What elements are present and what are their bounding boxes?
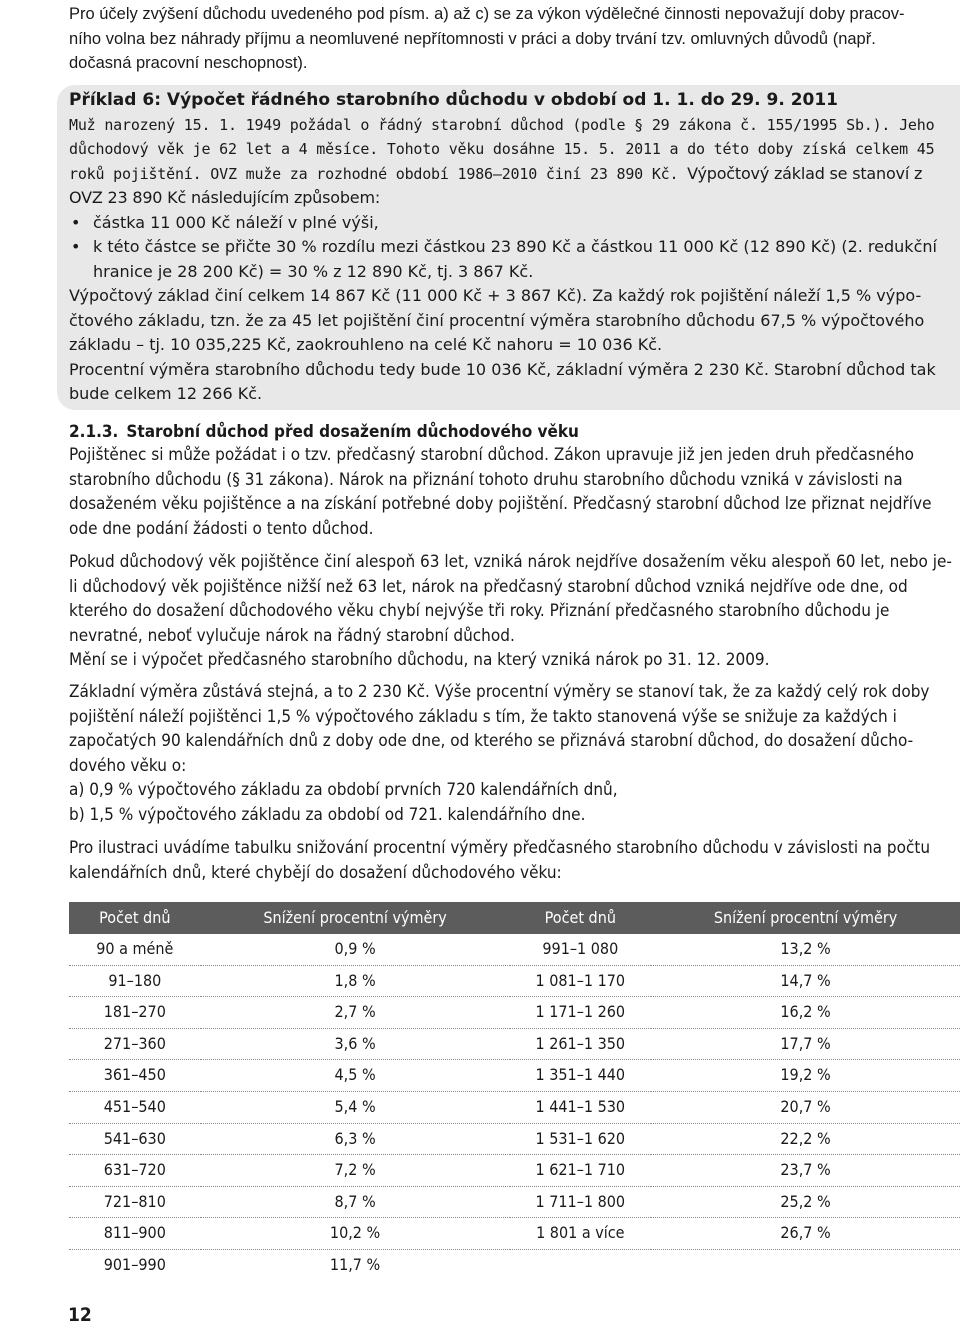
table-row	[69, 1060, 960, 1092]
paragraph-text: Základní výměra zůstává stejná, a to 2 230 Kč. Výše procentní výměry se stanoví tak, že za každý celý rok doby pojištění náleží pojištěnci 1,5 % výpočtového základu s tím, že takto stanovená výše se snižuje za každých i započatých 90 kalendářních dnů z doby ode dne, od kterého se přiznává starobní důchod, do dosažení důcho-dového věku o:	[69, 682, 930, 776]
example-content	[69, 88, 954, 407]
example-text-b: Výpočtový základ se stanoví z OVZ 23 890 Kč následujícím způsobem:	[69, 163, 923, 207]
table-cell: 5,4 %	[201, 1091, 510, 1123]
table-cell: 721–810	[69, 1186, 201, 1218]
table-cell: 1 531–1 620	[510, 1123, 652, 1155]
table-cell: 90 a méně	[69, 934, 201, 965]
example-text-a: Muž narozený 15. 1. 1949 požádal o řádný starobní důchod (podle § 29 zákona č. 155/1995 Sb.). Jeho důchodový věk je 62 let a 4 měsíce. Tohoto věku dosáhne 15. 5. 2011 a do této doby získá celkem 45 roků pojištění. OVZ muže za rozhodné období 1986–2010 činí 23 890 Kč.	[69, 115, 935, 183]
intro-line: ního volna bez náhrady příjmu a neomluvené nepřítomnosti v práci a doby trvání tzv. omluvných důvodů (např.	[69, 29, 876, 48]
table-row	[69, 1091, 960, 1123]
table-cell: 3,6 %	[201, 1028, 510, 1060]
table-cell: 0,9 %	[201, 934, 510, 965]
table-cell: 181–270	[69, 997, 201, 1029]
table-cell: 901–990	[103, 1254, 166, 1274]
table-header-cell: Snížení procentní výměry	[651, 902, 960, 934]
intro-line: dočasná pracovní neschopnost).	[69, 54, 308, 72]
intro-line: Pro účely zvýšení důchodu uvedeného pod písm. a) až c) se za výkon výdělečné činnosti nepovažují doby pracov-	[69, 5, 905, 23]
table-cell: 4,5 %	[201, 1060, 510, 1092]
table-row	[69, 1028, 960, 1060]
table-row	[69, 965, 960, 997]
table-cell: 14,7 %	[651, 965, 960, 997]
table-cell: 22,2 %	[651, 1123, 960, 1155]
table-cell: 20,7 %	[651, 1091, 960, 1123]
example-box	[57, 85, 960, 410]
table-cell: 26,7 %	[651, 1218, 960, 1250]
bullet-item: • částka 11 000 Kč náleží v plné výši,	[69, 211, 954, 236]
example-conclusion: Procentní výměra starobního důchodu tedy bude 10 036 Kč, základní výměra 2 230 Kč. Starobní důchod tak bude celkem 12 266 Kč.	[69, 359, 936, 403]
table-cell: 91–180	[69, 965, 201, 997]
table-cell: 631–720	[69, 1155, 201, 1187]
section-heading	[69, 420, 579, 445]
table-cell: 11,7 %	[329, 1254, 381, 1274]
page-number: 12	[68, 1304, 92, 1326]
paragraph-text: Pokud důchodový věk pojištěnce činí alespoň 63 let, vzniká nárok nejdříve dosažením věku alespoň 60 let, nebo je-li důchodový věk pojištěnce nižší než 63 let, nárok na předčasný starobní důchod vzniká nejdříve ode dne, od kterého do dosažení důchodového věku chybí nejvýše tři roky. Přiznání předčasného starobního důchodu je nevratné, neboť vylučuje nárok na řádný starobní důchod.	[69, 552, 952, 646]
table-cell: 1,8 %	[201, 965, 510, 997]
table-cell: 6,3 %	[201, 1123, 510, 1155]
paragraph	[69, 550, 952, 673]
table-row	[69, 1218, 960, 1250]
example-result: Výpočtový základ činí celkem 14 867 Kč (11 000 Kč + 3 867 Kč). Za každý rok pojištění náleží 1,5 % výpo-čtového základu, tzn. že za 45 let pojištění činí procentní výměra starobního důchodu 67,5 % výpočtového základu – tj. 10 035,225 Kč, zaokrouhleno na celé Kč nahoru = 10 036 Kč.	[69, 286, 925, 354]
example-title: Příklad 6: Výpočet řádného starobního důchodu v období od 1. 1. do 29. 9. 2011	[69, 90, 839, 110]
paragraph	[69, 680, 952, 827]
section-number: 2.1.3.	[69, 422, 119, 442]
table-cell: 1 171–1 260	[510, 997, 652, 1029]
table-cell	[510, 1249, 652, 1280]
example-text	[69, 113, 954, 211]
table-row	[69, 1123, 960, 1155]
table-cell: 10,2 %	[201, 1218, 510, 1250]
paragraph: Pojištěnec si může požádat i o tzv. předčasný starobní důchod. Zákon upravuje již jen jeden druh předčasného starobního důchodu (§ 31 zákona). Nárok na přiznání tohoto druhu starobního důchodu vzniká v závislosti na dosaženém věku pojištěnce a na získání potřebné doby pojištění. Předčasný starobní důchod lze přiznat nejdříve ode dne podání žádosti o tento důchod.	[69, 445, 932, 539]
table-cell: 271–360	[69, 1028, 201, 1060]
table-cell: 17,7 %	[651, 1028, 960, 1060]
table-cell: 991–1 080	[510, 934, 652, 965]
table-cell: 1 621–1 710	[510, 1155, 652, 1187]
table-header-cell: Snížení procentní výměry	[201, 902, 510, 934]
table-cell: 2,7 %	[201, 997, 510, 1029]
paragraph: Pro ilustraci uvádíme tabulku snižování procentní výměry předčasného starobního důchodu v závislosti na počtu kalendářních dnů, které chybějí do dosažení důchodového věku:	[69, 838, 931, 883]
example-bullets	[69, 211, 954, 285]
table-row	[69, 1155, 960, 1187]
list-item: b) 1,5 % výpočtového základu za období od 721. kalendářního dne.	[69, 804, 586, 825]
table-cell: 361–450	[69, 1060, 201, 1092]
table-cell	[651, 1249, 960, 1280]
table-cell: 1 261–1 350	[510, 1028, 652, 1060]
table-header-cell: Počet dnů	[69, 902, 201, 934]
table-cell: 1 351–1 440	[510, 1060, 652, 1092]
table-row	[69, 1186, 960, 1218]
table-header-row	[69, 902, 960, 934]
section-title: Starobní důchod před dosažením důchodového věku	[126, 422, 579, 442]
table-row	[69, 1249, 960, 1280]
table-cell: 1 441–1 530	[510, 1091, 652, 1123]
table-cell: 23,7 %	[651, 1155, 960, 1187]
table-cell: 8,7 %	[201, 1186, 510, 1218]
list-item: a) 0,9 % výpočtového základu za období prvních 720 kalendářních dnů,	[69, 780, 618, 800]
reduction-table	[69, 902, 960, 1281]
table-cell: 7,2 %	[201, 1155, 510, 1187]
bullet-item: • k této částce se přičte 30 % rozdílu mezi částkou 23 890 Kč a částkou 11 000 Kč (12 890 Kč) (2. redukční hranice je 28 200 Kč) = 30 % z 12 890 Kč, tj. 3 867 Kč.	[69, 235, 954, 284]
table-cell: 1 801 a více	[510, 1218, 652, 1250]
table-cell: 541–630	[69, 1123, 201, 1155]
table-row	[69, 997, 960, 1029]
table-cell: 1 081–1 170	[510, 965, 652, 997]
table-header-cell: Počet dnů	[510, 902, 652, 934]
table-cell: 1 711–1 800	[510, 1186, 652, 1218]
paragraph-text: Mění se i výpočet předčasného starobního důchodu, na který vzniká nárok po 31. 12. 2009.	[69, 650, 770, 670]
table-cell: 451–540	[69, 1091, 201, 1123]
intro-paragraph	[69, 2, 952, 76]
table-cell: 13,2 %	[651, 934, 960, 965]
table-cell: 25,2 %	[651, 1186, 960, 1218]
table-cell: 811–900	[69, 1218, 201, 1250]
table-cell: 19,2 %	[651, 1060, 960, 1092]
table-row	[69, 934, 960, 965]
table-cell: 16,2 %	[651, 997, 960, 1029]
